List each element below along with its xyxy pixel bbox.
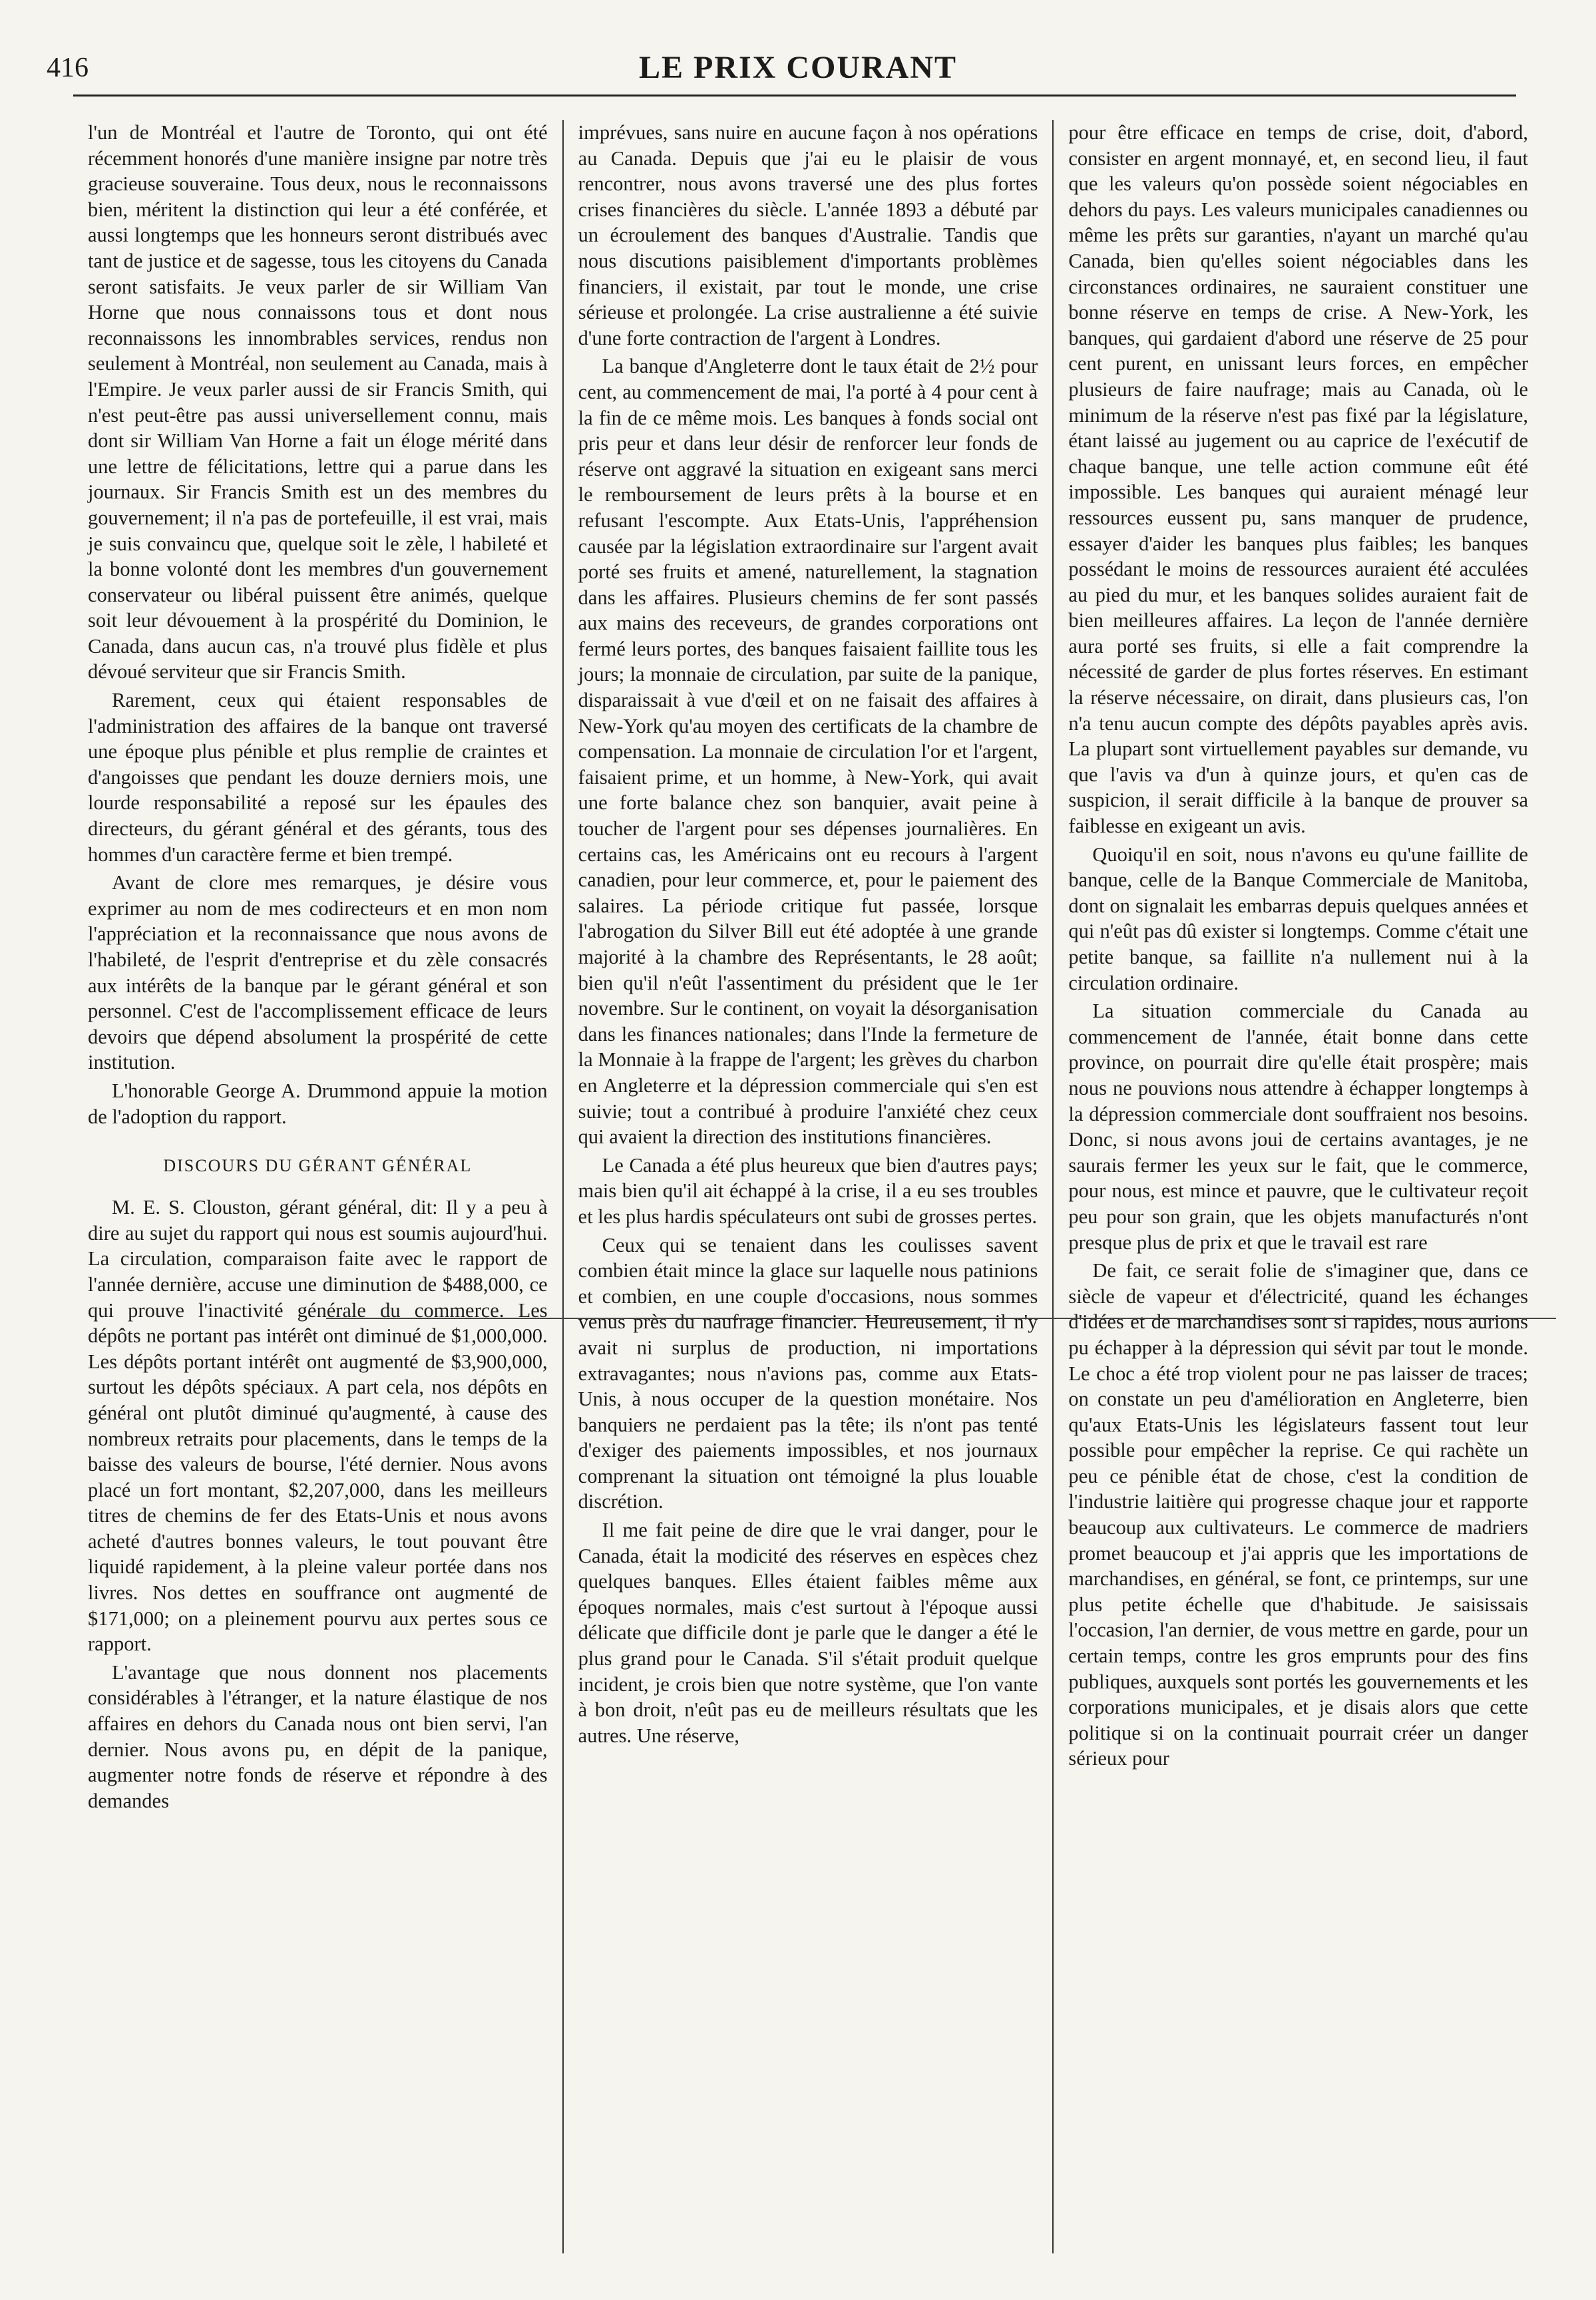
- paragraph: Il me fait peine de dire que le vrai danger, pour le Canada, était la modicité des réserves en espèces chez quelques banques. Elles étaient faibles même aux époques normales, mais c'est surtout à l'époque aussi délicate que difficile dont je parle que le danger a été le plus grand pour le Canada. S'il s'était produit quelque incident, je crois bien que notre système, que l'on vante à bon droit, n'eût pas eu de meilleurs résultats que les autres. Une réserve,: [578, 1519, 1038, 1747]
- header-rule: [73, 95, 1516, 96]
- paragraph: Le Canada a été plus heureux que bien d'autres pays; mais bien qu'il ait échappé à la crise, il a eu ses troubles et les plus hardis spéculateurs ont subi de grosses pertes.: [578, 1153, 1038, 1228]
- page-number: 416: [47, 53, 89, 83]
- paragraph: Rarement, ceux qui étaient responsables de l'administration des affaires de la banque ont traversé une époque plus pénible et plus remplie de craintes et d'angoisses que pendant les douze derniers mois, une lourde responsabilité a reposé sur les épaules des directeurs, du gérant général et des gérants, tous des hommes d'un caractère ferme et bien trempé.: [88, 689, 548, 866]
- paragraph: La banque d'Angleterre dont le taux était de 2½ pour cent, au commencement de mai, l'a porté à 4 pour cent à la fin de ce même mois. Les banques à fonds social ont pris peur et dans leur désir de renforcer leur fonds de réserve ont aggravé la situation en exigeant sans merci le remboursement de leurs prêts à la bourse et en refusant l'escompte. Aux Etats-Unis, l'appréhension causée par la législation extraordinaire sur l'argent avait porté ses fruits et amené, naturellement, la stagnation dans les affaires. Plusieurs chemins de fer sont passés aux mains des receveurs, de grandes corporations ont fermé leurs portes, des banques faisaient faillite tous les jours; la monnaie de circulation, par suite de la panique, disparaissait à vue d'œil et on ne faisait des affaires à New-York qu'au moyen des certificats de la chambre de compensation. La monnaie de circulation l'or et l'argent, faisaient prime, et un homme, à New-York, qui avait une forte balance chez son banquier, avait peine à toucher de l'argent pour ses dépenses journalières. En certains cas, les Américains ont eu recours à l'argent canadien, pour leur commerce, et, pour le paiement des salaires. La période critique fut passée, lorsque l'abrogation du Silver Bill eut été adoptée à une grande majorité à la chambre des Représentants, le 28 août; bien qu'il n'eût l'assentiment du président que le 1er novembre. Sur le continent, on voyait la désorganisation dans les finances nationales; dans l'Inde la fermeture de la Monnaie à la frappe de l'argent; les grèves du charbon en Angleterre et la dépression commerciale qui s'en est suivie; tout a contribué à produire l'anxiété chez ceux qui avaient la direction des institutions financières.: [578, 355, 1038, 1149]
- paragraph: La situation commerciale du Canada au commencement de l'année, était bonne dans cette province, on pourrait dire qu'elle était prospère; mais nous ne pouvions nous attendre à échapper longtemps à la dépression commerciale dont souffraient nos besoins. Donc, si nous avons joui de certains avantages, je ne saurais fermer les yeux sur le fait, que le commerce, pour nous, est mince et pauvre, que le cultivateur reçoit peu pour son grain, que les objets manufacturés n'ont presque plus de prix et que le travail est rare: [1068, 1000, 1529, 1254]
- cutoff-rule: [326, 1318, 1556, 1319]
- page-header: [47, 47, 1549, 100]
- column-2: [562, 120, 1053, 2253]
- paragraph: L'honorable George A. Drummond appuie la motion de l'adoption du rapport.: [88, 1079, 548, 1128]
- paragraph: imprévues, sans nuire en aucune façon à nos opérations au Canada. Depuis que j'ai eu le plaisir de vous rencontrer, nous avons traversé une des plus fortes crises financières du siècle. L'année 1893 a débuté par un écroulement des banques d'Australie. Tandis que nous discutions paisiblement d'importants problèmes financiers, il existait, par tout le monde, une crise sérieuse et prolongée. La crise australienne a été suivie d'une forte contraction de l'argent à Londres.: [578, 121, 1038, 349]
- paragraph: L'avantage que nous donnent nos placements considérables à l'étranger, et la nature élastique de nos affaires en dehors du Canada nous ont bien servi, l'an dernier. Nous avons pu, en dépit de la panique, augmenter notre fonds de réserve et répondre à des demandes: [88, 1660, 548, 1812]
- text-columns: [73, 120, 1543, 2253]
- paragraph: Ceux qui se tenaient dans les coulisses savent combien était mince la glace sur laquelle nous patinions et combien, en une couple d'occasions, nous sommes venus près du naufrage financier. Heureusement, il n'y avait ni surplus de production, ni importations extravagantes; nous n'avions pas, comme aux Etats-Unis, à nous occuper de la question monétaire. Nos banquiers ne perdaient pas la tête; ils n'ont pas tenté d'exiger des paiements impossibles, et nos journaux comprenant la situation ont témoigné la plus louable discrétion.: [578, 1233, 1038, 1513]
- journal-title: LE PRIX COURANT: [638, 50, 958, 85]
- paragraph: pour être efficace en temps de crise, doit, d'abord, consister en argent monnayé, et, en second lieu, il faut que les valeurs qu'on possède soient négociables en dehors du pays. Les valeurs municipales canadiennes ou même les prêts sur garanties, n'ayant un marché qu'au Canada, bien qu'elles soient négociables dans les circonstances ordinaires, ne sauraient constituer une bonne réserve en temps de crise. A New-York, les banques, qui gardaient d'abord une réserve de 25 pour cent purent, en unissant leurs forces, en empêcher plusieurs de faire naufrage; mais au Canada, où le minimum de la réserve n'est pas fixé par la législature, étant laissé au jugement ou au caprice de l'exécutif de chaque banque, une telle action commune eût été impossible. Les banques qui auraient ménagé leur ressources eussent pu, sans manquer de prudence, essayer d'aider les banques plus faibles; les banques possédant le moins de ressources auraient été acculées au pied du mur, et les banques solides auraient fait de bien meilleures affaires. La leçon de l'année dernière aura porté ses fruits, si elle a fait comprendre la nécessité de garder de plus fortes réserves. En estimant la réserve nécessaire, on dirait, dans plusieurs cas, l'on n'a tenu aucun compte des dépôts payables après avis. La plupart sont virtuellement payables sur demande, vu que l'avis va d'un à quinze jours, et qu'en cas de suspicion, il serait difficile à la banque de prouver sa faiblesse en exigeant un avis.: [1068, 121, 1529, 838]
- paragraph: M. E. S. Clouston, gérant général, dit: Il y a peu à dire au sujet du rapport qui nous est soumis aujourd'hui. La circulation, comparaison faite avec le rapport de l'année dernière, accuse une diminution de $488,000, ce qui prouve l'inactivité générale du commerce. Les dépôts ne portant pas intérêt ont diminué de $1,000,000. Les dépôts portant intérêt ont augmenté de $3,900,000, surtout les dépôts spéciaux. A part cela, nos dépôts en général ont plutôt diminué qu'augmenté, à cause des nombreux retraits pour placements, dans le temps de la baisse des valeurs de bourse, l'été dernier. Nous avons placé un fort montant, $2,207,000, dans les meilleurs titres de chemins de fer des Etats-Unis et nous avons acheté d'autres bonnes valeurs, le tout pouvant être liquidé rapidement, à la pleine valeur portée dans nos livres. Nos dettes en souffrance ont augmenté de $171,000; on a pleinement pourvu aux pertes sous ce rapport.: [88, 1196, 548, 1656]
- paragraph: Avant de clore mes remarques, je désire vous exprimer au nom de mes codirecteurs et en mon nom l'appréciation et la reconnaissance que nous avons de l'habileté, de l'esprit d'entreprise et du zèle consacrés aux intérêts de la banque par le gérant général et son personnel. C'est de l'accomplissement efficace de leurs devoirs que dépend absolument la prospérité de cette institution.: [88, 871, 548, 1074]
- paragraph: Quoiqu'il en soit, nous n'avons eu qu'une faillite de banque, celle de la Banque Commerciale de Manitoba, dont on signalait les embarras depuis quelques années et qui n'eût pas dû exister si longtemps. Comme c'était une petite banque, sa faillite n'a nullement nui à la circulation ordinaire.: [1068, 843, 1529, 994]
- column-1: [73, 120, 562, 2253]
- section-heading: DISCOURS DU GÉRANT GÉNÉRAL: [163, 1156, 473, 1176]
- column-3: [1052, 120, 1543, 2253]
- paragraph: De fait, ce serait folie de s'imaginer que, dans ce siècle de vapeur et d'électricité, quand les échanges d'idées et de marchandises sont si rapides, nous aurions pu échapper à la dépression qui sévit par tout le monde. Le choc a été trop violent pour ne pas laisser de traces; on constate un peu d'amélioration en Angleterre, bien qu'aux Etats-Unis les législateurs fassent tout leur possible pour empêcher la reprise. Ce qui rachète un peu ce pénible état de chose, c'est la condition de l'industrie laitière qui progresse chaque jour et rapporte beaucoup aux cultivateurs. Le commerce de madriers promet beaucoup et j'ai appris que les importations de marchandises, en général, se font, ce printemps, sur une plus petite échelle que d'habitude. Je saisissais l'occasion, l'an dernier, de vous mettre en garde, pour un certain temps, contre les gros emprunts pour des fins publiques, auxquels sont portés les gouvernements et les corporations municipales, et je disais alors que cette politique si on la continuait pourrait créer un danger sérieux pour: [1068, 1259, 1529, 1770]
- paragraph: l'un de Montréal et l'autre de Toronto, qui ont été récemment honorés d'une manière insigne par notre très gracieuse souveraine. Tous deux, nous le reconnaissons bien, méritent la distinction qui leur a été conférée, et aussi longtemps que les honneurs seront distribués avec tant de justice et de sagesse, tous les citoyens du Canada seront satisfaits. Je veux parler de sir William Van Horne que nous connaissons tous et dont nous reconnaissons les innombrables services, rendus non seulement à Montréal, non seulement au Canada, mais à l'Empire. Je veux parler aussi de sir Francis Smith, qui n'est peut-être pas aussi universellement connu, mais dont sir William Van Horne a fait un éloge mérité dans une lettre de félicitations, lettre qui a parue dans les journaux. Sir Francis Smith est un des membres du gouvernement; il n'a pas de portefeuille, il est vrai, mais je suis convaincu que, quelque soit le zèle, l habileté et la bonne volonté dont les membres d'un gouvernement conservateur ou libéral puissent être animés, quelque soit leur dévouement à la prospérité du Dominion, le Canada, dans aucun cas, n'a trouvé plus fidèle et plus dévoué serviteur que sir Francis Smith.: [88, 121, 548, 683]
